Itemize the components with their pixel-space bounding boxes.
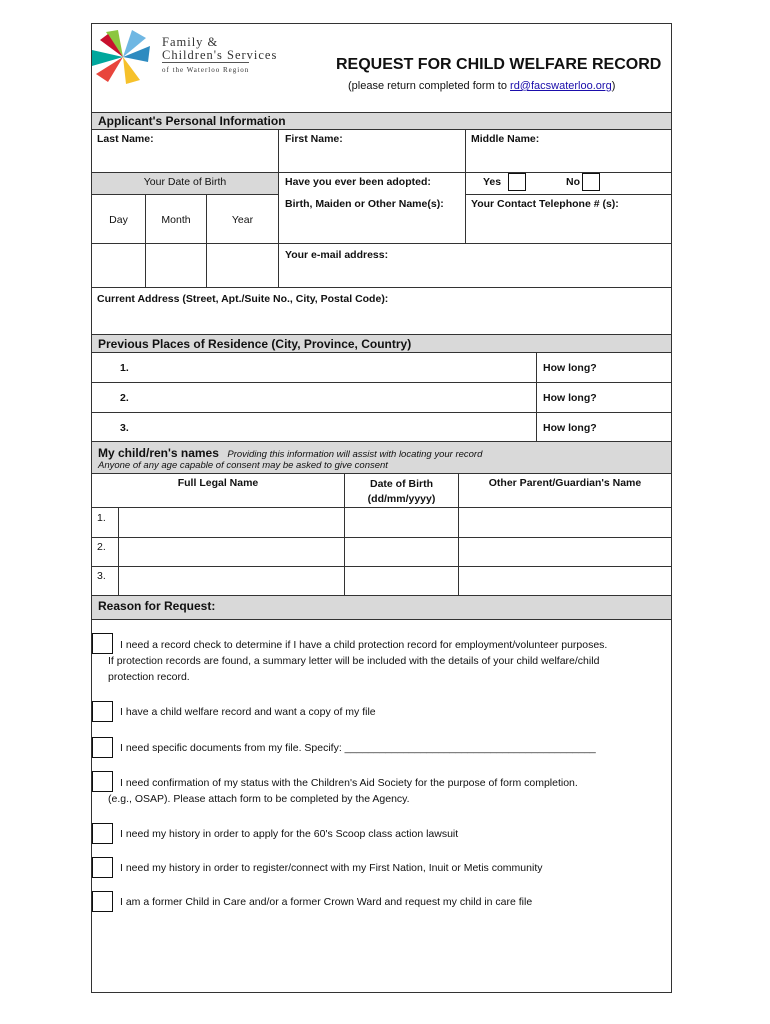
- reason-1-text: [108, 637, 607, 685]
- middle-name-field[interactable]: Middle Name:: [471, 133, 540, 145]
- dob-label: Your Date of Birth: [143, 176, 227, 188]
- reason-3-text: I need specific documents from my file. Specify: ___________________________________________: [120, 742, 596, 754]
- dob-day-field[interactable]: Day: [109, 214, 128, 226]
- residence-3-how-long[interactable]: How long?: [543, 422, 597, 434]
- org-name-line3: of the Waterloo Region: [162, 62, 249, 77]
- reason-3-checkbox[interactable]: [92, 737, 113, 758]
- residence-2-field[interactable]: 2.: [120, 392, 129, 404]
- reason-6-checkbox[interactable]: [92, 857, 113, 878]
- reason-4-text: [108, 775, 578, 807]
- section-title-residence: Previous Places of Residence (City, Province, Country): [98, 337, 412, 351]
- address-field[interactable]: Current Address (Street, Apt./Suite No., City, Postal Code):: [97, 293, 389, 305]
- subtitle-prefix: (please return completed form to: [348, 80, 511, 92]
- adopted-label: Have you ever been adopted:: [285, 176, 431, 188]
- reason-4-line1: I need confirmation of my status with the Children's Aid Society for the purpose of form completion.: [120, 777, 578, 789]
- reason-5-checkbox[interactable]: [92, 823, 113, 844]
- section-title-reason: Reason for Request:: [98, 599, 216, 613]
- reason-2-checkbox[interactable]: [92, 701, 113, 722]
- reason-1-line2: If protection records are found, a summary letter will be included with the details of your child welfare/child: [108, 655, 600, 667]
- children-note-1: Providing this information will assist with locating your record: [227, 449, 483, 460]
- col-date-of-birth: [345, 477, 458, 507]
- residence-1-how-long[interactable]: How long?: [543, 362, 597, 374]
- reason-6-text: I need my history in order to register/connect with my First Nation, Inuit or Metis community: [120, 862, 543, 874]
- adopted-no-checkbox[interactable]: [582, 173, 600, 191]
- org-name-line2: Children's Services: [162, 48, 278, 62]
- section-title-personal: Applicant's Personal Information: [98, 114, 286, 128]
- email-field[interactable]: Your e-mail address:: [285, 249, 389, 261]
- form-frame: [91, 23, 672, 993]
- phone-field[interactable]: Your Contact Telephone # (s):: [471, 198, 619, 210]
- reason-5-text: I need my history in order to apply for the 60's Scoop class action lawsuit: [120, 828, 459, 840]
- birth-names-field[interactable]: Birth, Maiden or Other Name(s):: [285, 198, 444, 210]
- reason-1-line1: I need a record check to determine if I have a child protection record for employment/volunteer purposes.: [120, 639, 608, 651]
- dob-year-field[interactable]: Year: [231, 214, 254, 226]
- dob-month-field[interactable]: Month: [161, 214, 191, 226]
- org-name-line1: Family &: [162, 35, 219, 49]
- reason-7-text: I am a former Child in Care and/or a former Crown Ward and request my child in care file: [120, 896, 533, 908]
- adopted-no-label: No: [566, 176, 580, 188]
- form-title: REQUEST FOR CHILD WELFARE RECORD: [336, 56, 662, 73]
- child-row-2[interactable]: 2.: [97, 541, 106, 553]
- reason-1-line3: protection record.: [108, 671, 190, 683]
- last-name-field[interactable]: Last Name:: [97, 133, 154, 145]
- col-dob-line2: (dd/mm/yyyy): [367, 493, 436, 505]
- reason-4-line2: (e.g., OSAP). Please attach form to be completed by the Agency.: [108, 793, 410, 805]
- subtitle-suffix: ): [611, 80, 616, 92]
- return-email-link[interactable]: rd@facswaterloo.org: [510, 80, 612, 92]
- col-other-parent: Other Parent/Guardian's Name: [488, 477, 642, 489]
- col-dob-line1: Date of Birth: [370, 478, 433, 490]
- child-row-1[interactable]: 1.: [97, 512, 106, 524]
- reason-7-checkbox[interactable]: [92, 891, 113, 912]
- children-note-2: Anyone of any age capable of consent may be asked to give consent: [98, 460, 388, 471]
- residence-1-field[interactable]: 1.: [120, 362, 129, 374]
- adopted-yes-checkbox[interactable]: [508, 173, 526, 191]
- reason-2-text: I have a child welfare record and want a copy of my file: [120, 706, 376, 718]
- col-full-legal-name: Full Legal Name: [177, 477, 259, 489]
- child-row-3[interactable]: 3.: [97, 570, 106, 582]
- first-name-field[interactable]: First Name:: [285, 133, 343, 145]
- residence-3-field[interactable]: 3.: [120, 422, 129, 434]
- adopted-yes-label: Yes: [483, 176, 502, 188]
- residence-2-how-long[interactable]: How long?: [543, 392, 597, 404]
- section-title-children: My child/ren's names: [98, 446, 219, 460]
